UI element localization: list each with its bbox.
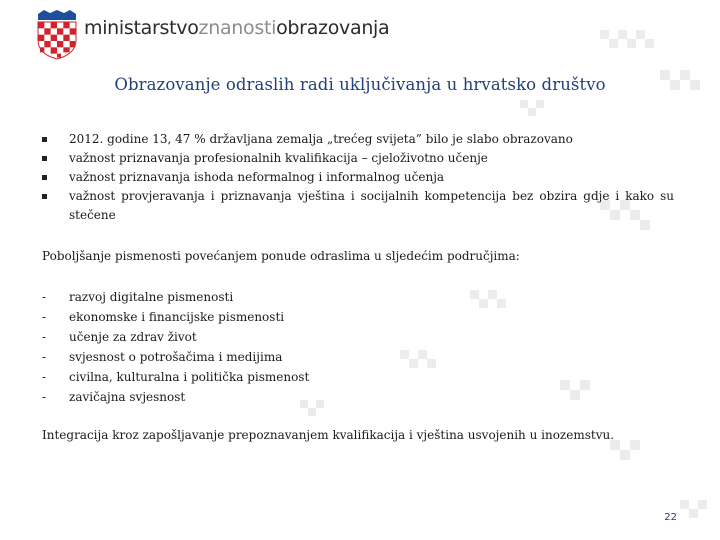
ministry-name xyxy=(84,16,390,39)
bullet-text: važnost priznavanja profesionalnih kvalifikacija – cjeloživotno učenje xyxy=(69,151,488,165)
literacy-areas-list xyxy=(42,287,309,407)
bullet-marker xyxy=(42,175,47,180)
bullet-list xyxy=(42,130,674,225)
ministry-logo xyxy=(36,8,389,62)
dash-marker: - xyxy=(42,350,47,364)
bullet-text: 2012. godine 13, 47 % državljana zemalja „trećeg svijeta” bilo je slabo obrazovano xyxy=(69,132,573,146)
logo-word-znanosti: znanosti xyxy=(198,16,277,39)
list-item-text: civilna, kulturalna i politička pismenost xyxy=(69,370,310,384)
bullet-marker xyxy=(42,137,47,142)
page-number: 22 xyxy=(664,512,677,523)
bullet-marker xyxy=(42,156,47,161)
list-item xyxy=(42,287,309,307)
bullet-text: važnost provjeravanja i priznavanja vještina i socijalnih kompetencija bez obzira gdje i kako su stečene xyxy=(69,189,674,222)
list-item xyxy=(42,307,309,327)
list-item-text: razvoj digitalne pismenosti xyxy=(69,290,234,304)
list-item xyxy=(42,327,309,347)
list-item xyxy=(42,387,309,407)
dash-marker: - xyxy=(42,330,47,344)
dash-marker: - xyxy=(42,310,47,324)
literacy-intro-paragraph: Poboljšanje pismenosti povećanjem ponude odraslima u sljedećim područjima: xyxy=(42,249,520,263)
dash-marker: - xyxy=(42,390,47,404)
croatian-coat-of-arms-icon xyxy=(36,10,78,60)
list-item-text: svjesnost o potrošačima i medijima xyxy=(69,350,283,364)
bullet-text: važnost priznavanja ishoda neformalnog i informalnog učenja xyxy=(69,170,445,184)
list-item-text: ekonomske i financijske pismenosti xyxy=(69,310,285,324)
dash-marker: - xyxy=(42,370,47,384)
bullet-item xyxy=(42,187,674,225)
list-item-text: zavičajna svjesnost xyxy=(69,390,186,404)
bullet-item xyxy=(42,130,674,149)
logo-word-ministarstvo: ministarstvo xyxy=(84,16,199,39)
bullet-marker xyxy=(42,194,47,199)
dash-marker: - xyxy=(42,290,47,304)
bullet-item xyxy=(42,149,674,168)
list-item xyxy=(42,347,309,367)
list-item xyxy=(42,367,309,387)
bullet-item xyxy=(42,168,674,187)
list-item-text: učenje za zdrav život xyxy=(69,330,197,344)
slide-title: Obrazovanje odraslih radi uključivanja u hrvatsko društvo xyxy=(114,75,606,94)
logo-word-obrazovanja: obrazovanja xyxy=(276,16,390,39)
integration-paragraph: Integracija kroz zapošljavanje prepoznavanjem kvalifikacija i vještina usvojenih u inozemstvu. xyxy=(42,428,615,442)
